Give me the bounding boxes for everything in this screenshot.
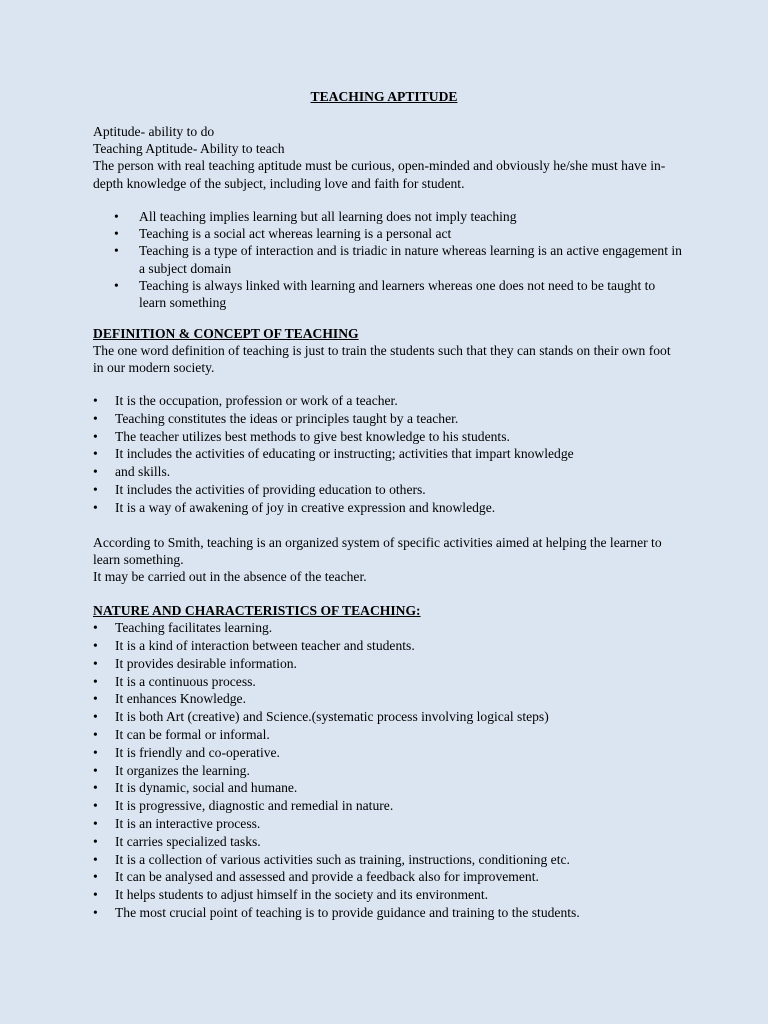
list-item: • and skills.: [93, 464, 171, 480]
list-item: • Teaching facilitates learning.: [93, 620, 273, 636]
intro-section: [93, 123, 683, 192]
bullet-icon: •: [114, 209, 119, 224]
bullet-icon: •: [93, 673, 98, 689]
list-item: • It organizes the learning.: [93, 762, 250, 778]
bullet-icon: •: [114, 243, 119, 259]
list-item: • It can be formal or informal.: [93, 726, 270, 742]
list-item: • It includes the activities of educating or instructing; activities that impart knowledge: [93, 446, 574, 462]
bullet-icon: •: [93, 393, 98, 408]
list-item: • It enhances Knowledge.: [93, 691, 246, 707]
bullet-icon: •: [93, 833, 98, 849]
list-item: • All teaching implies learning but all learning does not imply teaching: [114, 209, 517, 224]
list-item: • It is an interactive process.: [93, 815, 261, 831]
list-item: • Teaching is a social act whereas learning is a personal act: [114, 226, 452, 242]
intro-line-description: The person with real teaching aptitude must be curious, open-minded and obviously he/she must have in-depth knowledge of the subject, including love and faith for student.: [93, 158, 666, 191]
list-item: • It carries specialized tasks.: [93, 833, 261, 849]
list-item: • It is a collection of various activities such as training, instructions, conditioning etc.: [93, 851, 570, 867]
list-item: • Teaching constitutes the ideas or principles taught by a teacher.: [93, 410, 459, 426]
bullet-icon: •: [93, 691, 98, 707]
document-title: TEACHING APTITUDE: [310, 89, 458, 104]
intro-line-aptitude: Aptitude- ability to do: [93, 124, 215, 139]
bullet-icon: •: [93, 620, 98, 636]
definition-section: [93, 325, 683, 377]
nature-heading: NATURE AND CHARACTERISTICS OF TEACHING:: [93, 603, 421, 618]
list-item: • The teacher utilizes best methods to give best knowledge to his students.: [93, 428, 510, 444]
list-item: • The most crucial point of teaching is to provide guidance and training to the students.: [93, 904, 580, 920]
definition-text: The one word definition of teaching is just to train the students such that they can stands on their own foot in our modern society.: [93, 343, 671, 376]
list-item: • It is the occupation, profession or work of a teacher.: [93, 393, 398, 408]
bullet-icon: •: [93, 464, 98, 480]
list-item: • It can be analysed and assessed and provide a feedback also for improvement.: [93, 869, 539, 885]
intro-bullet-list: [93, 208, 683, 311]
bullet-icon: •: [93, 887, 98, 903]
list-item: • It provides desirable information.: [93, 655, 297, 671]
smith-definition-text: According to Smith, teaching is an organized system of specific activities aimed at helping the learner to learn something.: [93, 535, 662, 568]
bullet-icon: •: [93, 904, 98, 920]
definition-bullet-list-section: [93, 392, 683, 517]
bullet-icon: •: [93, 851, 98, 867]
list-item: • It is friendly and co-operative.: [93, 744, 280, 760]
list-item: • Teaching is always linked with learning and learners whereas one does not need to be taught to learn something: [114, 277, 656, 311]
list-item: • It is a way of awakening of joy in creative expression and knowledge.: [93, 499, 496, 515]
list-item: • It is dynamic, social and humane.: [93, 780, 298, 796]
bullet-icon: •: [93, 762, 98, 778]
nature-bullet-list: [93, 619, 683, 922]
bullet-icon: •: [93, 446, 98, 462]
bullet-icon: •: [93, 726, 98, 742]
list-item: • It is progressive, diagnostic and remedial in nature.: [93, 798, 394, 814]
bullet-icon: •: [93, 655, 98, 671]
definition-bullet-list: [93, 392, 683, 517]
bullet-icon: •: [93, 481, 98, 497]
bullet-icon: •: [93, 869, 98, 885]
smith-definition-section: [93, 534, 683, 586]
list-item: • Teaching is a type of interaction and is triadic in nature whereas learning is an active engagement in a subject domain: [114, 243, 682, 276]
bullet-icon: •: [93, 798, 98, 814]
bullet-icon: •: [114, 226, 119, 242]
absence-text: It may be carried out in the absence of the teacher.: [93, 569, 367, 585]
bullet-icon: •: [93, 709, 98, 725]
intro-bullet-list-section: [93, 208, 683, 311]
bullet-icon: •: [93, 780, 98, 796]
list-item: • It is a kind of interaction between teacher and students.: [93, 638, 415, 653]
bullet-icon: •: [93, 499, 98, 515]
list-item: • It includes the activities of providing education to others.: [93, 481, 426, 497]
bullet-icon: •: [93, 744, 98, 760]
list-item: • It helps students to adjust himself in the society and its environment.: [93, 887, 489, 903]
bullet-icon: •: [93, 815, 98, 831]
bullet-icon: •: [93, 428, 98, 444]
list-item: • It is both Art (creative) and Science.(systematic process involving logical steps): [93, 709, 549, 725]
bullet-icon: •: [93, 410, 98, 426]
list-item: • It is a continuous process.: [93, 673, 256, 689]
intro-line-teaching-aptitude: Teaching Aptitude- Ability to teach: [93, 141, 285, 157]
definition-heading: DEFINITION & CONCEPT OF TEACHING: [93, 326, 359, 341]
nature-section: [93, 602, 683, 922]
bullet-icon: •: [93, 638, 98, 653]
bullet-icon: •: [114, 277, 119, 293]
